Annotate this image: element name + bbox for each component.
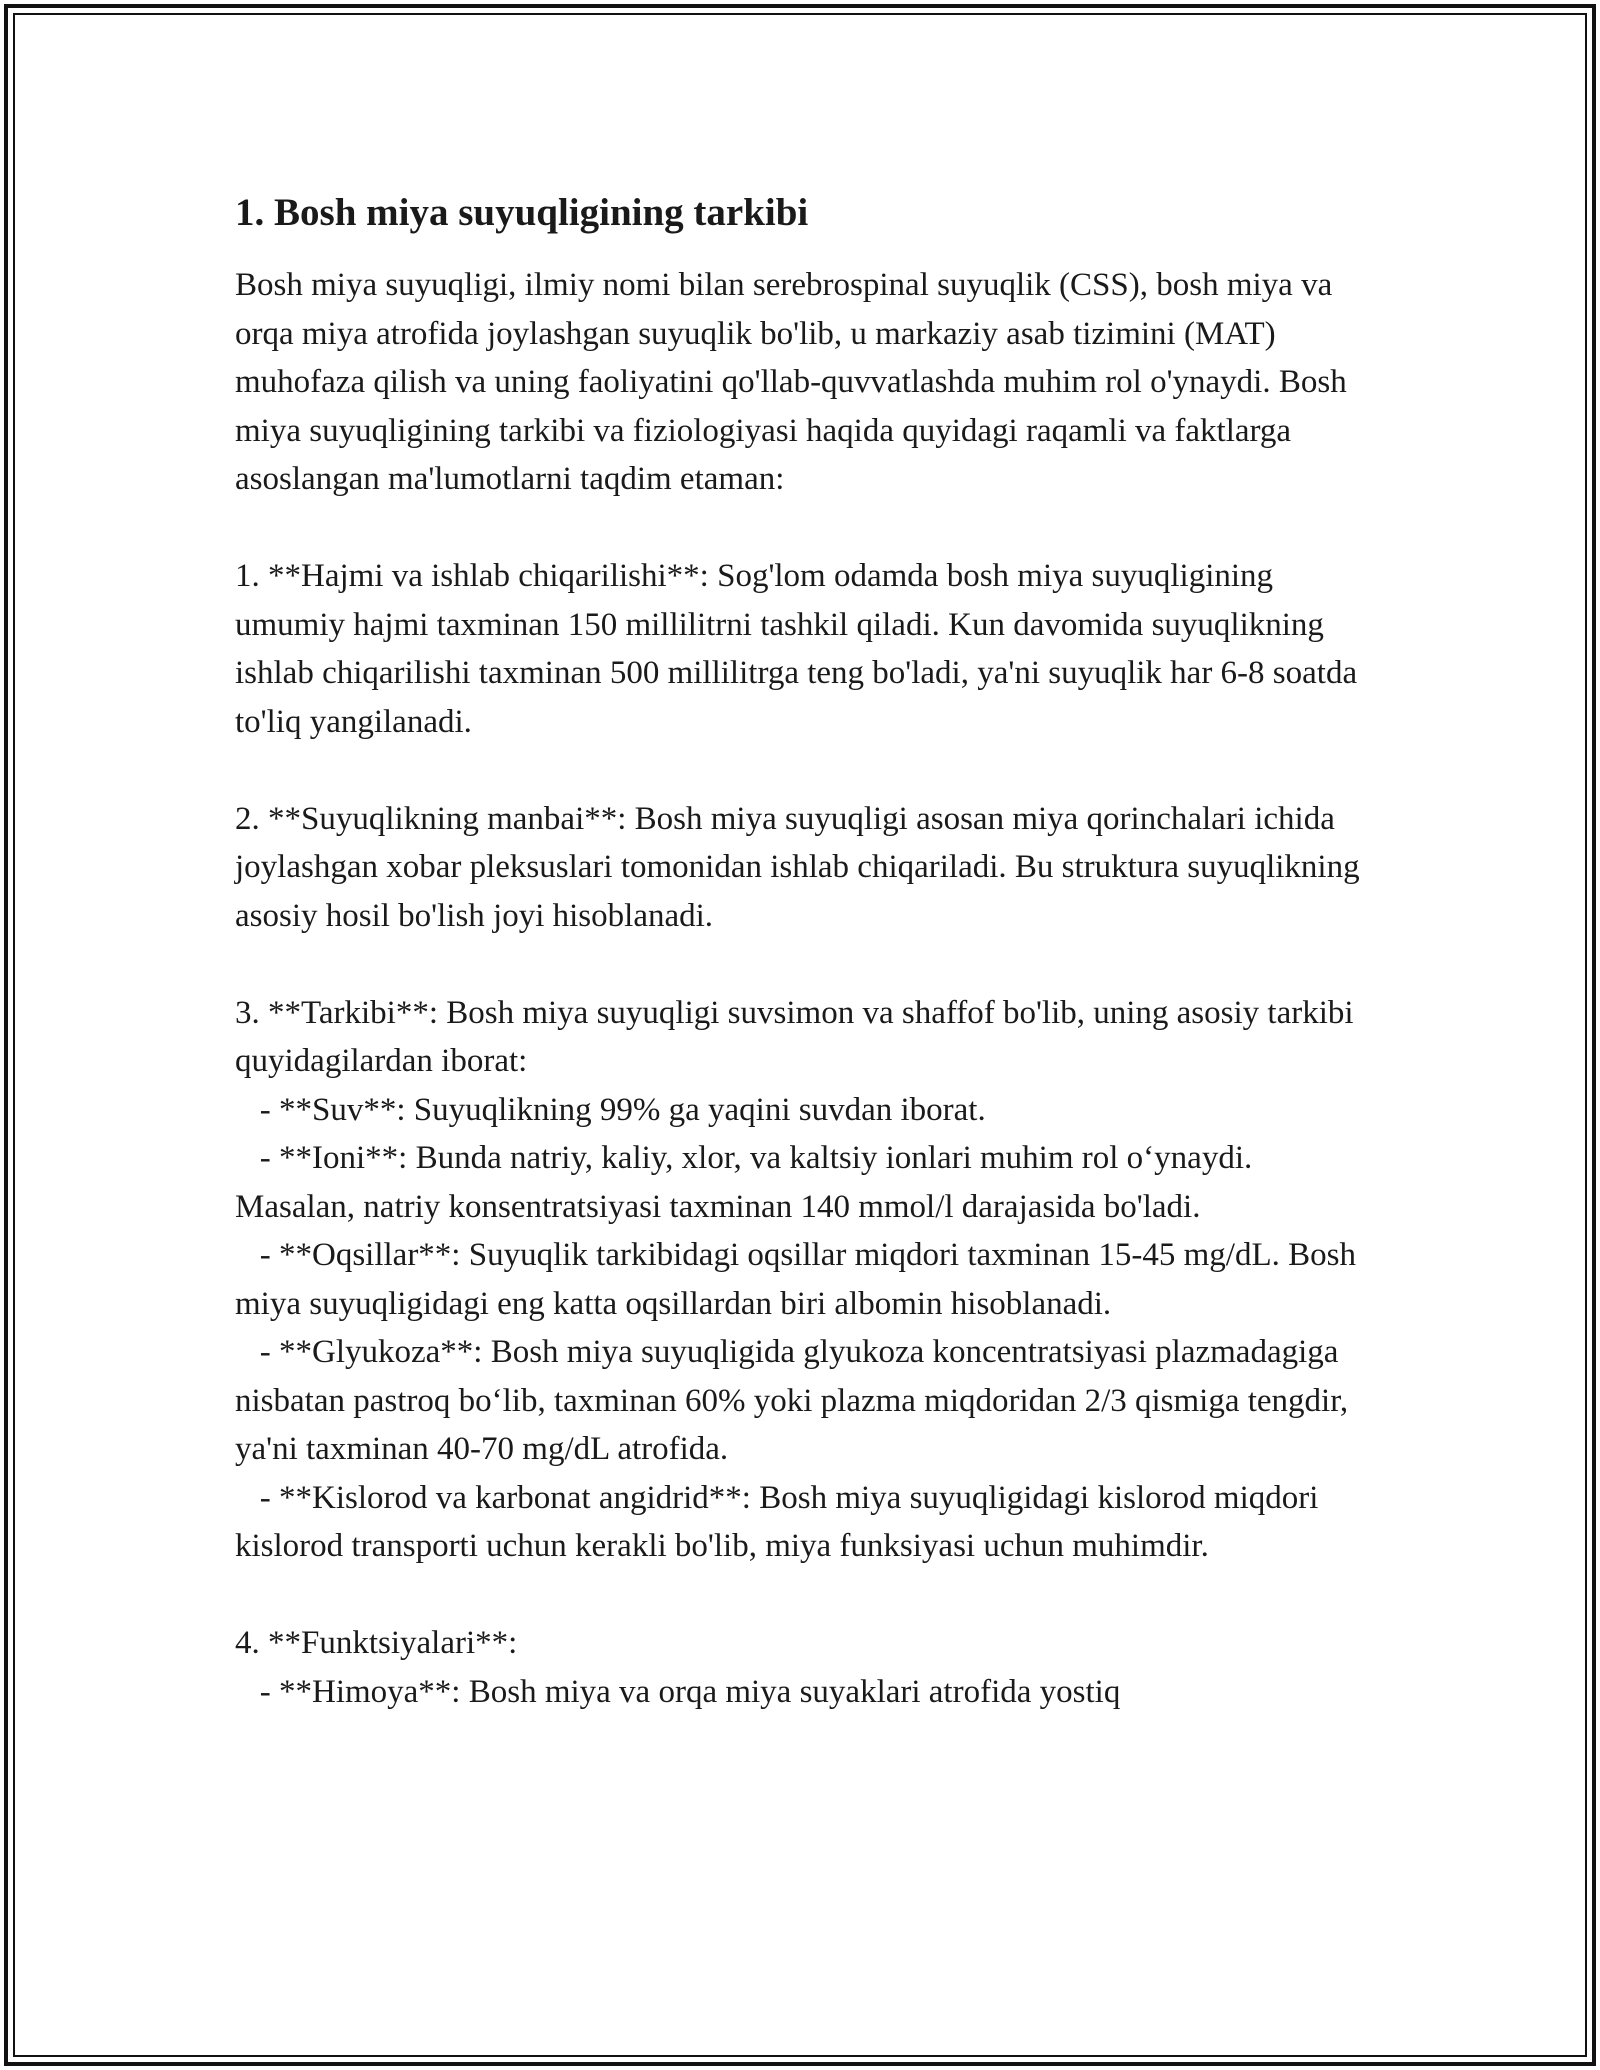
section-title: 1. Bosh miya suyuqligining tarkibi: [235, 191, 809, 234]
paragraph-gap: [235, 1571, 1375, 1620]
sub-item-protection: - **Himoya**: Bosh miya va orqa miya suyaklari atrofida yostiq: [235, 1673, 1121, 1710]
list-item-source: 2. **Suyuqlikning manbai**: Bosh miya suyuqligi asosan miya qorinchalari ichida joylashgan xobar pleksuslari tomonidan ishlab chiqariladi. Bu struktura suyuqlikning asosiy hosil bo'lish joyi hisoblanadi.: [235, 800, 1368, 934]
paragraph-gap: [235, 746, 1375, 795]
list-item-functions: 4. **Funktsiyalari**:: [235, 1625, 518, 1661]
sub-item-glucose: - **Glyukoza**: Bosh miya suyuqligida glyukoza koncentratsiyasi plazmadagiga nisbatan pastroq bo‘lib, taxminan 60% yoki plazma miqdoridan 2/3 qismiga tengdir, ya'ni taxminan 40-70 mg/dL atrofida.: [235, 1334, 1357, 1467]
document-body: [235, 185, 1375, 1716]
sub-item-water: - **Suv**: Suyuqlikning 99% ga yaqini suvdan iborat.: [235, 1091, 986, 1128]
list-item-composition: 3. **Tarkibi**: Bosh miya suyuqligi suvsimon va shaffof bo'lib, uning asosiy tarkibi quyidagilardan iborat:: [235, 994, 1362, 1079]
intro-paragraph: Bosh miya suyuqligi, ilmiy nomi bilan serebrospinal suyuqlik (CSS), bosh miya va orqa miya atrofida joylashgan suyuqlik bo'lib, u markaziy asab tizimini (MAT) muhofaza qilish va uning faoliyatini qo'llab-quvvatlashda muhim rol o'ynaydi. Bosh miya suyuqligining tarkibi va fiziologiyasi haqida quyidagi raqamli va faktlarga asoslangan ma'lumotlarni taqdim etaman:: [235, 267, 1355, 497]
sub-item-oxygen: - **Kislorod va karbonat angidrid**: Bosh miya suyuqligidagi kislorod miqdori kislorod transporti uchun kerakli bo'lib, miya funksiyasi uchun muhimdir.: [235, 1479, 1327, 1564]
sub-item-ions: - **Ioni**: Bunda natriy, kaliy, xlor, va kaltsiy ionlari muhim rol o‘ynaydi. Masalan, natriy konsentratsiyasi taxminan 140 mmol/l darajasida bo'ladi.: [235, 1140, 1261, 1225]
list-item-volume: 1. **Hajmi va ishlab chiqarilishi**: Sog'lom odamda bosh miya suyuqligining umumiy hajmi taxminan 150 millilitrni tashkil qiladi. Kun davomida suyuqlikning ishlab chiqarilishi taxminan 500 millilitrga teng bo'ladi, ya'ni suyuqlik har 6-8 soatda to'liq yangilanadi.: [235, 558, 1366, 740]
sub-item-proteins: - **Oqsillar**: Suyuqlik tarkibidagi oqsillar miqdori taxminan 15-45 mg/dL. Bosh miya suyuqligidagi eng katta oqsillardan biri albomin hisoblanadi.: [235, 1237, 1365, 1322]
paragraph-gap: [235, 940, 1375, 989]
paragraph-gap: [235, 504, 1375, 553]
